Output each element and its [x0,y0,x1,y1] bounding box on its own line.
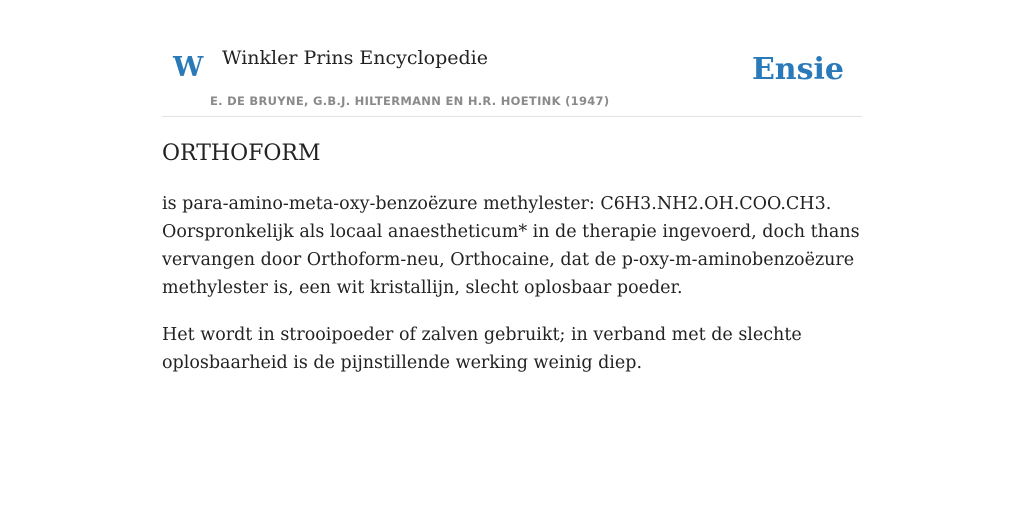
book-title-link[interactable]: Winkler Prins Encyclopedie [222,47,488,69]
article [162,136,862,377]
book-authors: E. DE BRUYNE, G.B.J. HILTERMANN EN H.R. HOETINK (1947) [210,94,610,108]
article-paragraph: is para-amino-meta-oxy-benzoëzure methylester: C6H3.NH2.OH.COO.CH3. Oorspronkelijk als locaal anaestheticum* in de therapie ingevoerd, doch thans vervangen door Orthoform-neu, Orthocaine, dat de p-oxy-m-aminobenzoëzure methylester is, een wit kristallijn, slecht oplosbaar poeder. [162,194,860,298]
ensie-logo[interactable]: Ensie [751,52,844,87]
article-paragraph: Het wordt in strooipoeder of zalven gebruikt; in verband met de slechte oplosbaarheid is de pijnstillende werking weinig diep. [162,325,802,373]
entry-title: ORTHOFORM [162,141,321,166]
site-header [162,40,862,117]
winkler-prins-logo[interactable]: W [173,52,204,83]
